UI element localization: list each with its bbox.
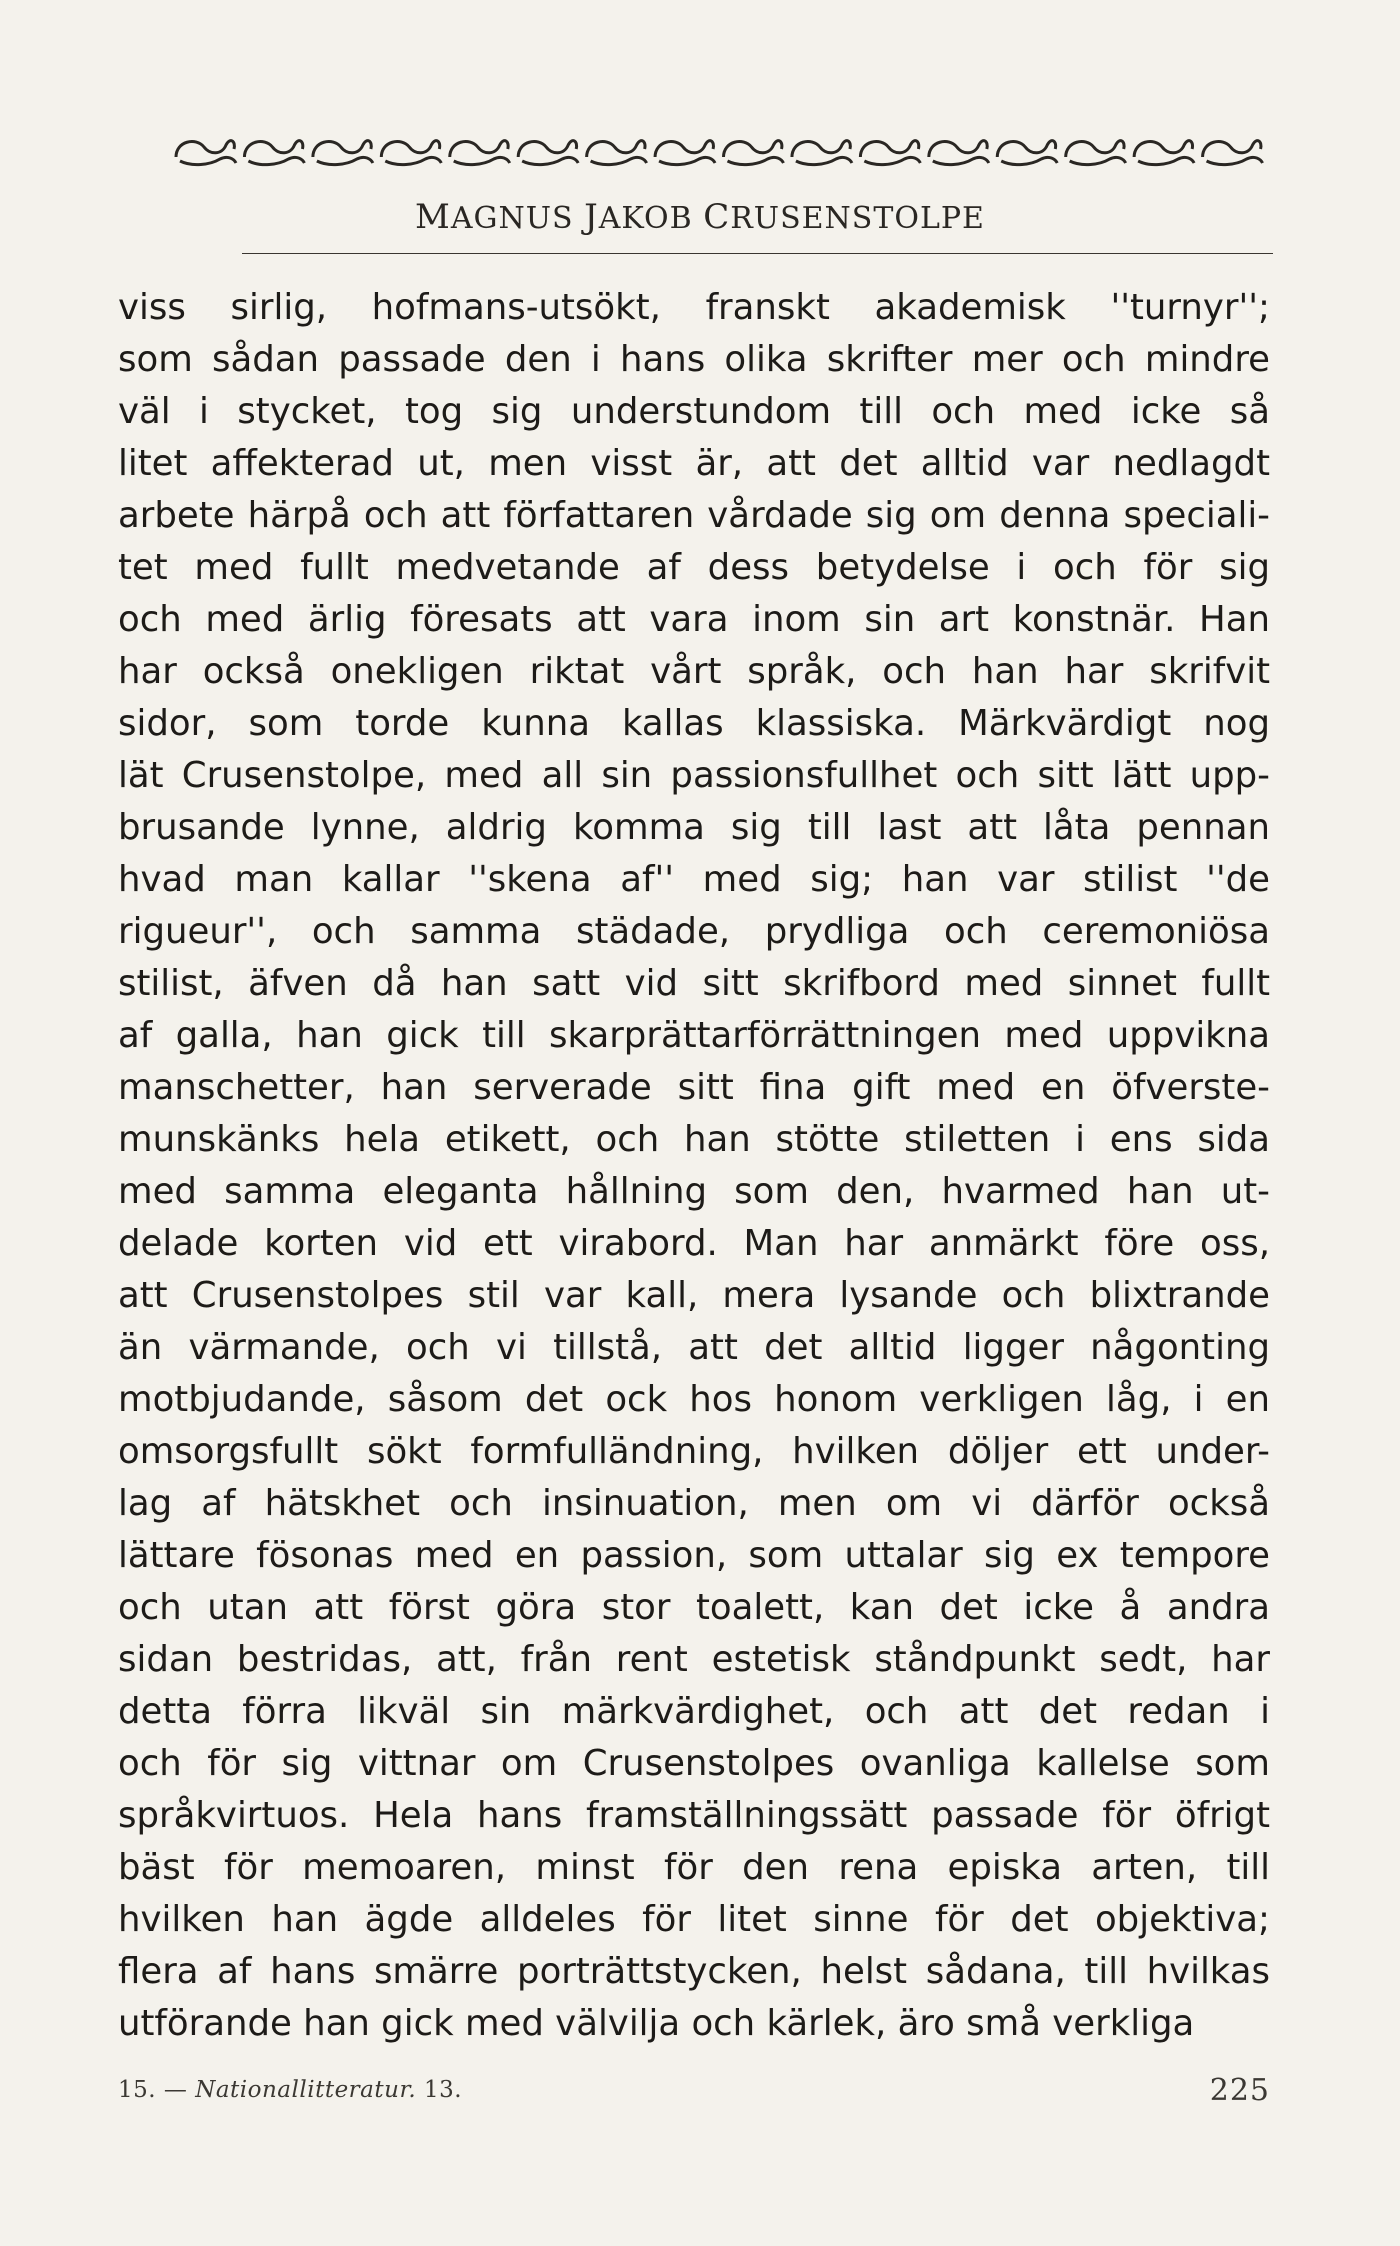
ornament-scroll xyxy=(1066,141,1126,165)
page-footer xyxy=(118,2073,1270,2113)
text-line: manschetter, han serverade sitt fina gift med en öfverste- xyxy=(118,1067,1270,1108)
signature-suffix: 13. xyxy=(424,2077,463,2103)
body-text xyxy=(118,282,1270,2050)
ornament-scroll xyxy=(724,141,784,165)
text-line: rigueur'', och samma städade, prydliga och ceremoniösa xyxy=(118,911,1270,952)
ornament-scroll xyxy=(655,141,715,165)
text-line: arbete härpå och att författaren vårdade sig om denna speciali- xyxy=(118,495,1270,536)
text-line: språkvirtuos. Hela hans framställningssätt passade för öfrigt xyxy=(118,1795,1270,1836)
ornament-scroll xyxy=(929,141,989,165)
running-head xyxy=(0,197,1400,237)
ornament-scroll xyxy=(450,141,510,165)
page-number: 225 xyxy=(1209,2073,1270,2108)
text-line: lättare fösonas med en passion, som uttalar sig ex tempore xyxy=(118,1535,1270,1576)
text-line: motbjudande, såsom det ock hos honom verkligen låg, i en xyxy=(118,1379,1270,1420)
running-head-text: MAGNUS JAKOB CRUSENSTOLPE xyxy=(415,197,985,237)
text-line: och utan att först göra stor toalett, kan det icke å andra xyxy=(118,1587,1270,1628)
text-line: af galla, han gick till skarprättarförrättningen med uppvikna xyxy=(118,1015,1270,1056)
text-line: än värmande, och vi tillstå, att det alltid ligger någonting xyxy=(118,1327,1270,1368)
ornament-scroll xyxy=(244,141,304,165)
printer-signature xyxy=(118,2077,462,2103)
text-line: lät Crusenstolpe, med all sin passionsfullhet och sitt lätt upp- xyxy=(118,755,1270,796)
text-line: som sådan passade den i hans olika skrifter mer och mindre xyxy=(118,339,1270,380)
text-line: stilist, äfven då han satt vid sitt skrifbord med sinnet fullt xyxy=(118,963,1270,1004)
text-line: litet affekterad ut, men visst är, att det alltid var nedlagdt xyxy=(118,443,1270,484)
text-line: hvad man kallar ''skena af'' med sig; han var stilist ''de xyxy=(118,859,1270,900)
text-line: sidan bestridas, att, från rent estetisk ståndpunkt sedt, har xyxy=(118,1639,1270,1680)
signature-prefix: 15. — xyxy=(118,2077,188,2103)
text-line: brusande lynne, aldrig komma sig till last att låta pennan xyxy=(118,807,1270,848)
ornament-scroll xyxy=(792,141,852,165)
header-rule xyxy=(242,253,1273,254)
ornament-scroll xyxy=(176,141,236,165)
text-line: munskänks hela etikett, och han stötte stiletten i ens sida xyxy=(118,1119,1270,1160)
ornament-scroll xyxy=(381,141,441,165)
ornament-scroll xyxy=(1203,141,1263,165)
header-ornament xyxy=(170,131,1265,171)
ornament-scroll xyxy=(518,141,578,165)
text-line: detta förra likväl sin märkvärdighet, och att det redan i xyxy=(118,1691,1270,1732)
ornament-scroll xyxy=(860,141,920,165)
text-line: och med ärlig föresats att vara inom sin art konstnär. Han xyxy=(118,599,1270,640)
text-line: med samma eleganta hållning som den, hvarmed han ut- xyxy=(118,1171,1270,1212)
ornament-scroll xyxy=(587,141,647,165)
ornament-scroll xyxy=(313,141,373,165)
text-line: att Crusenstolpes stil var kall, mera lysande och blixtrande xyxy=(118,1275,1270,1316)
text-line: bäst för memoaren, minst för den rena episka arten, till xyxy=(118,1847,1270,1888)
text-line: delade korten vid ett virabord. Man har anmärkt före oss, xyxy=(118,1223,1270,1264)
text-line: lag af hätskhet och insinuation, men om vi därför också xyxy=(118,1483,1270,1524)
signature-title: Nationallitteratur. xyxy=(195,2077,417,2103)
text-line: och för sig vittnar om Crusenstolpes ovanliga kallelse som xyxy=(118,1743,1270,1784)
text-line: flera af hans smärre porträttstycken, helst sådana, till hvilkas xyxy=(118,1951,1270,1992)
text-line: hvilken han ägde alldeles för litet sinne för det objektiva; xyxy=(118,1899,1270,1940)
text-line: väl i stycket, tog sig understundom till och med icke så xyxy=(118,391,1270,432)
text-line: omsorgsfullt sökt formfulländning, hvilken döljer ett under- xyxy=(118,1431,1270,1472)
ornament-scroll xyxy=(1134,141,1194,165)
text-line: viss sirlig, hofmans-utsökt, franskt akademisk ''turnyr''; xyxy=(118,287,1270,328)
ornament-scroll xyxy=(997,141,1057,165)
text-line: tet med fullt medvetande af dess betydelse i och för sig xyxy=(118,547,1270,588)
text-line: har också onekligen riktat vårt språk, och han har skrifvit xyxy=(118,651,1270,692)
text-line: sidor, som torde kunna kallas klassiska. Märkvärdigt nog xyxy=(118,703,1270,744)
text-line: utförande han gick med välvilja och kärlek, äro små verkliga xyxy=(118,2003,1195,2044)
